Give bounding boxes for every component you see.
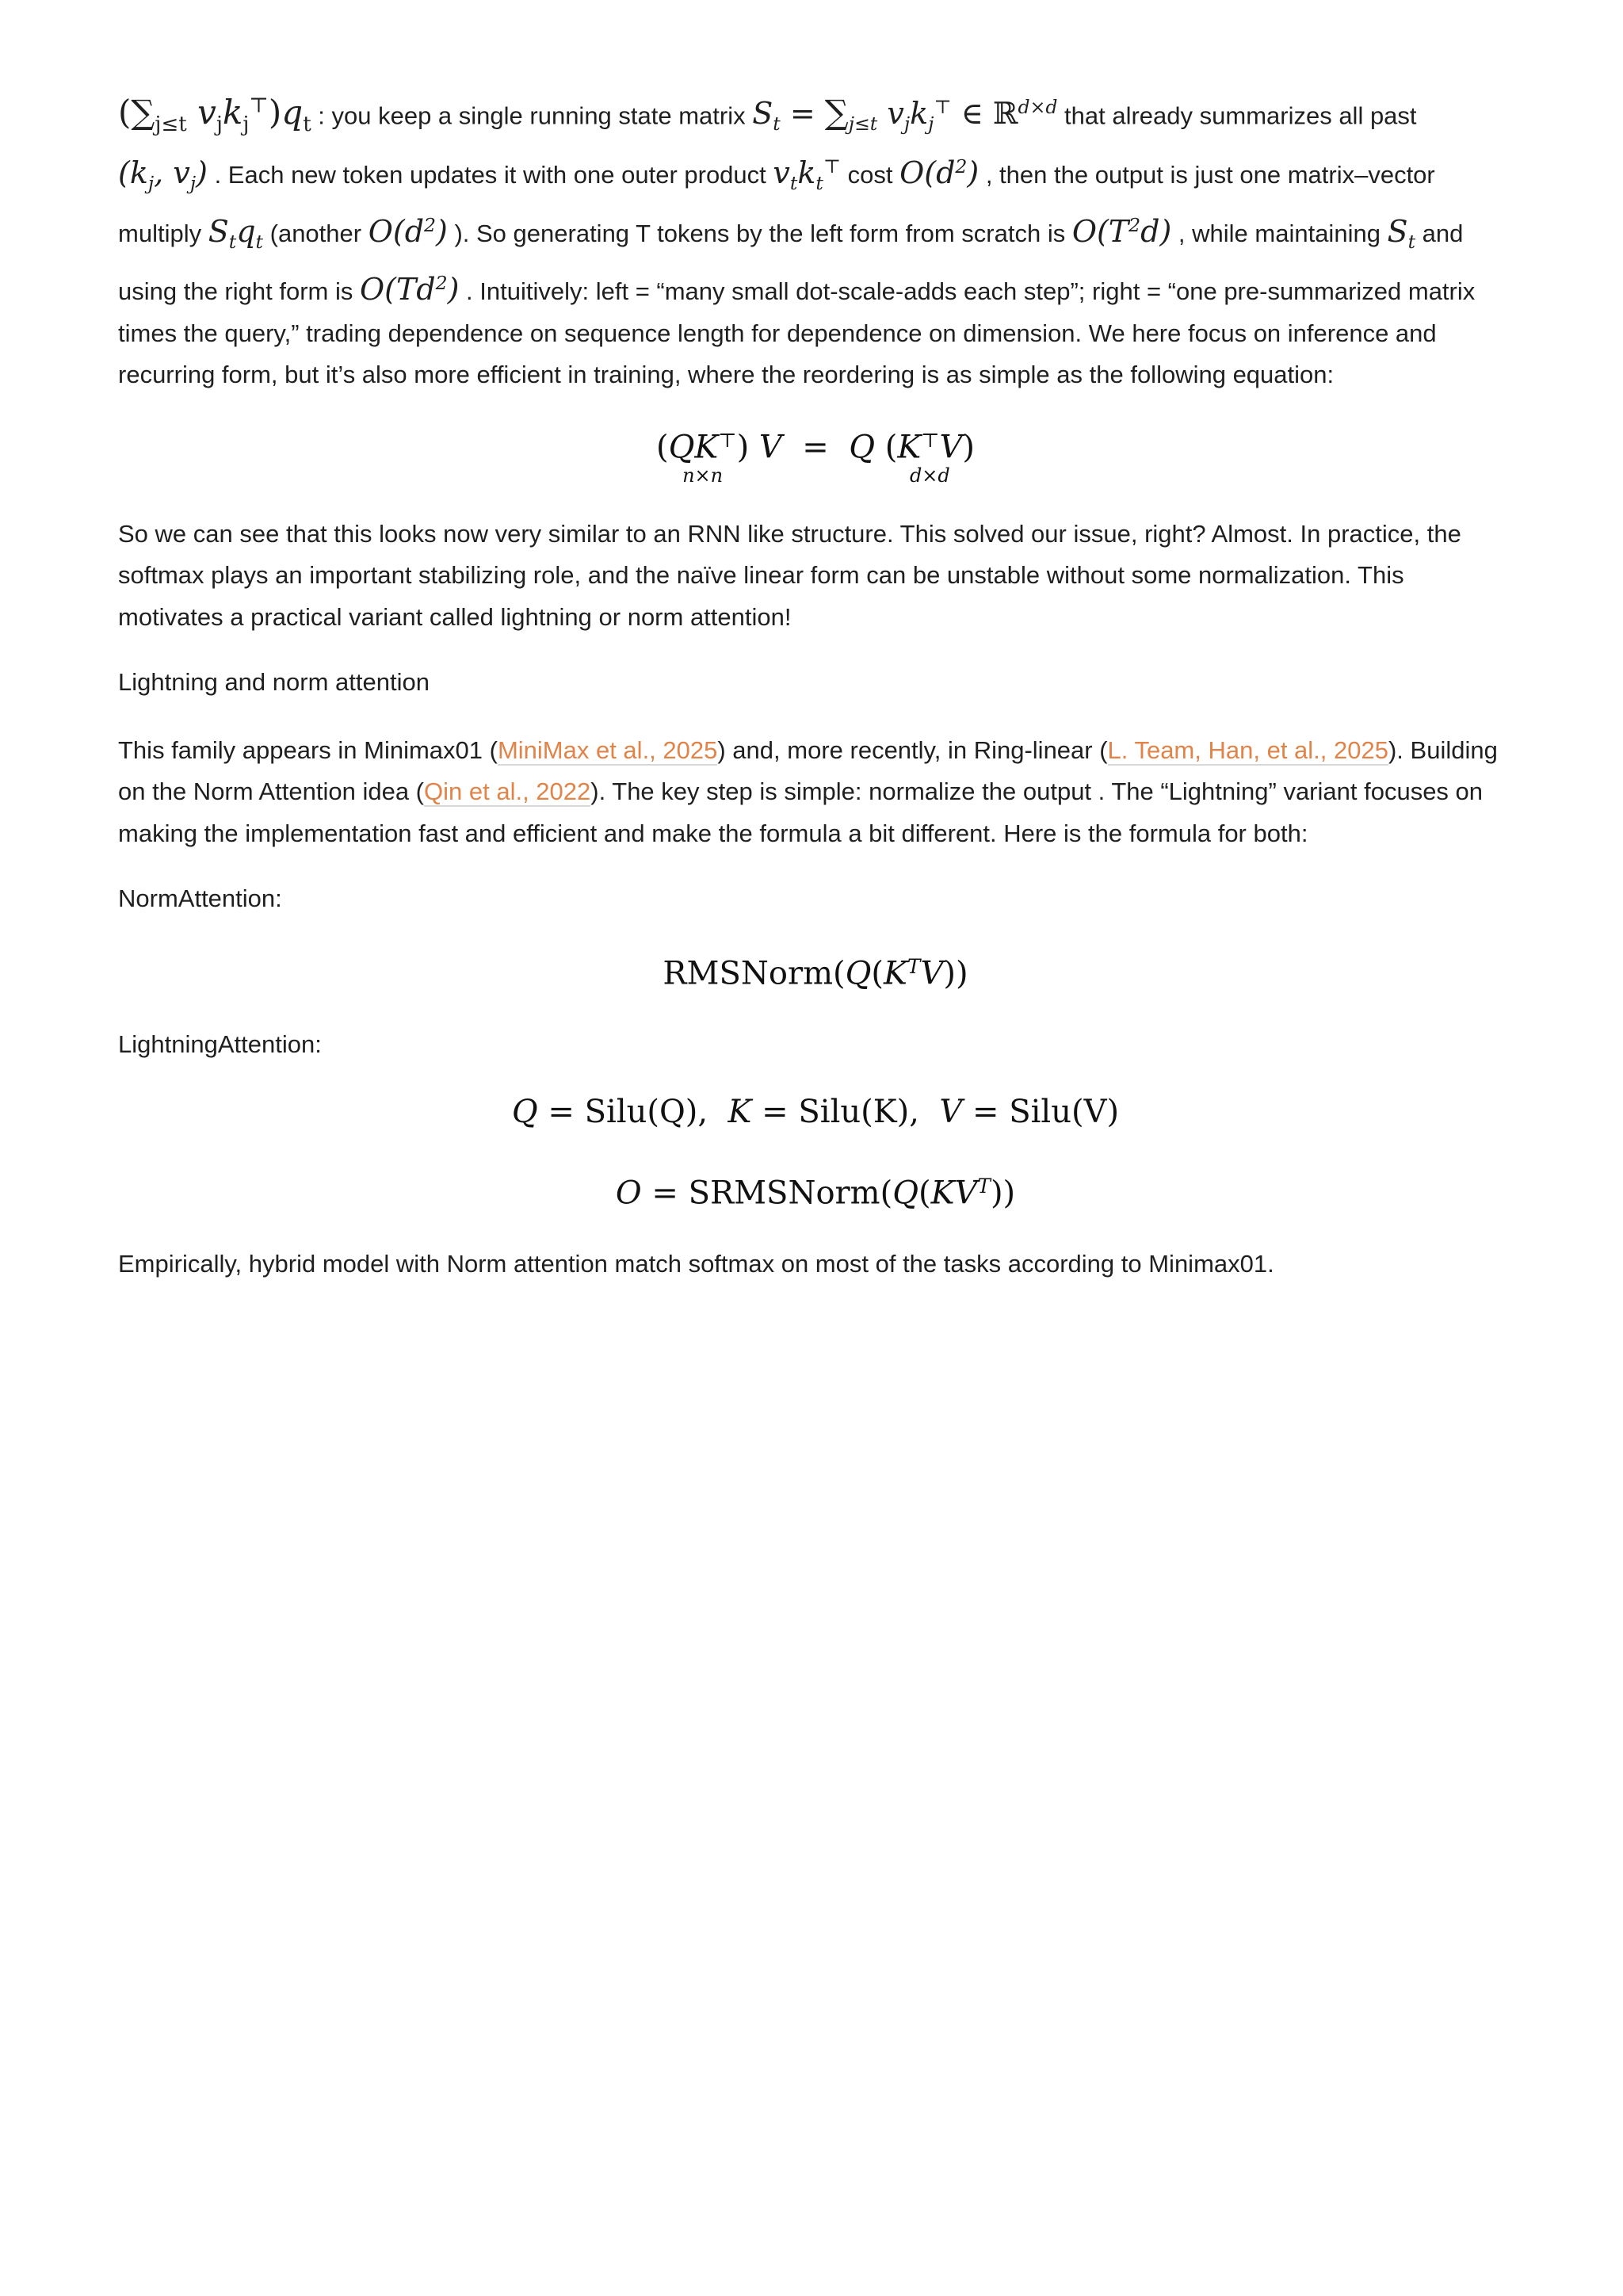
math-sum-left: ($\sum_{j\le t}$ $v_jk_j^⊤)q_t$ [118,93,311,137]
text-segment: and [1415,219,1464,247]
math-stqt: $S_tq_t$ [208,213,264,253]
text-segment: This family appears in Minimax01 ( [118,735,498,764]
text-segment: . Intuitively: left = “many small dot-scale-adds each step”; right = “one pre-summarized matrix times the query,” trading dependence on sequence length for dependence on dimension. We here focus on inference and recurring form, but it’s also more efficient in training, where the reordering is as simple as the following equation: [118,277,1476,389]
under-label-nxn: n×n [682,464,724,487]
op-rmsnorm: RMSNorm [663,955,834,992]
text-segment: , while maintaining [1171,219,1388,247]
equation-norm-attention: $RMSNorm(Q(K^TV))$ [663,954,968,992]
citation-minimax[interactable]: MiniMax et al., 2025 [497,735,718,764]
eq-left-group: (QK⊤) n×n [656,420,749,468]
paragraph-rnn-structure: So we can see that this looks now very similar to an RNN like structure. This solved our issue, right? Almost. In practice, the softmax plays an important stabilizing role, and the naïve linear form can be unstable without some normalization. This motivates a practical variant called lightning or norm attention! [118,519,1461,631]
paragraph-empirical: Empirically, hybrid model with Norm attention match softmax on most of the tasks according to Minimax01. [118,1250,1274,1278]
eq-right-group: (K⊤V) d×d [885,420,975,468]
text-segment: multiply [118,219,208,247]
op-silu-k: Silu [798,1094,861,1131]
text-segment: , then the output is just one matrix–vector [979,160,1435,189]
text-segment: . Each new token updates it with one outer product [207,160,773,189]
op-silu-q: Silu [584,1094,647,1131]
text-segment: (another [263,219,369,247]
op-srmsnorm: SRMSNorm [688,1175,880,1212]
label-lightning-attention: LightningAttention: [118,1030,322,1058]
citation-ring-linear[interactable]: L. Team, Han, et al., 2025 [1107,735,1388,764]
text-segment: ). Building on the Norm Attention idea ( [118,735,1498,806]
equation-silu: Q = Silu(Q), K = Silu(K), V = Silu(V) [511,1094,1120,1131]
text-segment: ). The key step is simple: normalize the output . The “Lightning” variant focuses on making the implementation fast and efficient and make the formula a bit different. Here is the formula for both: [118,777,1484,847]
text-segment: : you keep a single running state matrix [311,101,753,130]
math-cost-d2-b: $O(d^2)$ [368,213,448,249]
math-st: $S_t$ [1387,213,1416,253]
paragraph-state-matrix [118,86,1513,396]
paragraph-family [118,730,1513,855]
op-silu-v: Silu [1009,1094,1071,1131]
equation-lightning-output: $O = SRMSNorm(Q(KV^T))$ [615,1175,1016,1212]
text-segment: cost [841,160,900,189]
math-cost-t2d: $O(T^2d)$ [1071,213,1172,249]
label-norm-attention: NormAttention: [118,884,282,913]
text-segment: ). So generating T tokens by the left form from scratch is [447,219,1072,247]
section-heading: Lightning and norm attention [118,668,430,697]
math-pair: ($k_j$, $v_j$) [118,155,208,195]
math-cost-td2: O(Td$^2$) [359,272,460,308]
text-segment: using the right form is [118,277,360,306]
math-state-def: $S_t = \sum_{j\le t}$ $v_jk_j^⊤$ ∈ ℝ$^{d\times d}$ [752,93,1058,136]
under-label-dxd: d×d [909,464,950,487]
text-segment: ) and, more recently, in Ring-linear ( [717,735,1108,764]
math-cost-d2: $O(d^2)$ [899,155,980,190]
citation-qin[interactable]: Qin et al., 2022 [424,777,591,806]
text-segment: that already summarizes all past [1057,101,1417,130]
equation-reordering: (QK⊤) n×n V = Q (K⊤V) d×d [118,420,1513,493]
math-outer-product: $v_tk_t^⊤$ [773,155,841,195]
article-body [118,86,1513,1309]
